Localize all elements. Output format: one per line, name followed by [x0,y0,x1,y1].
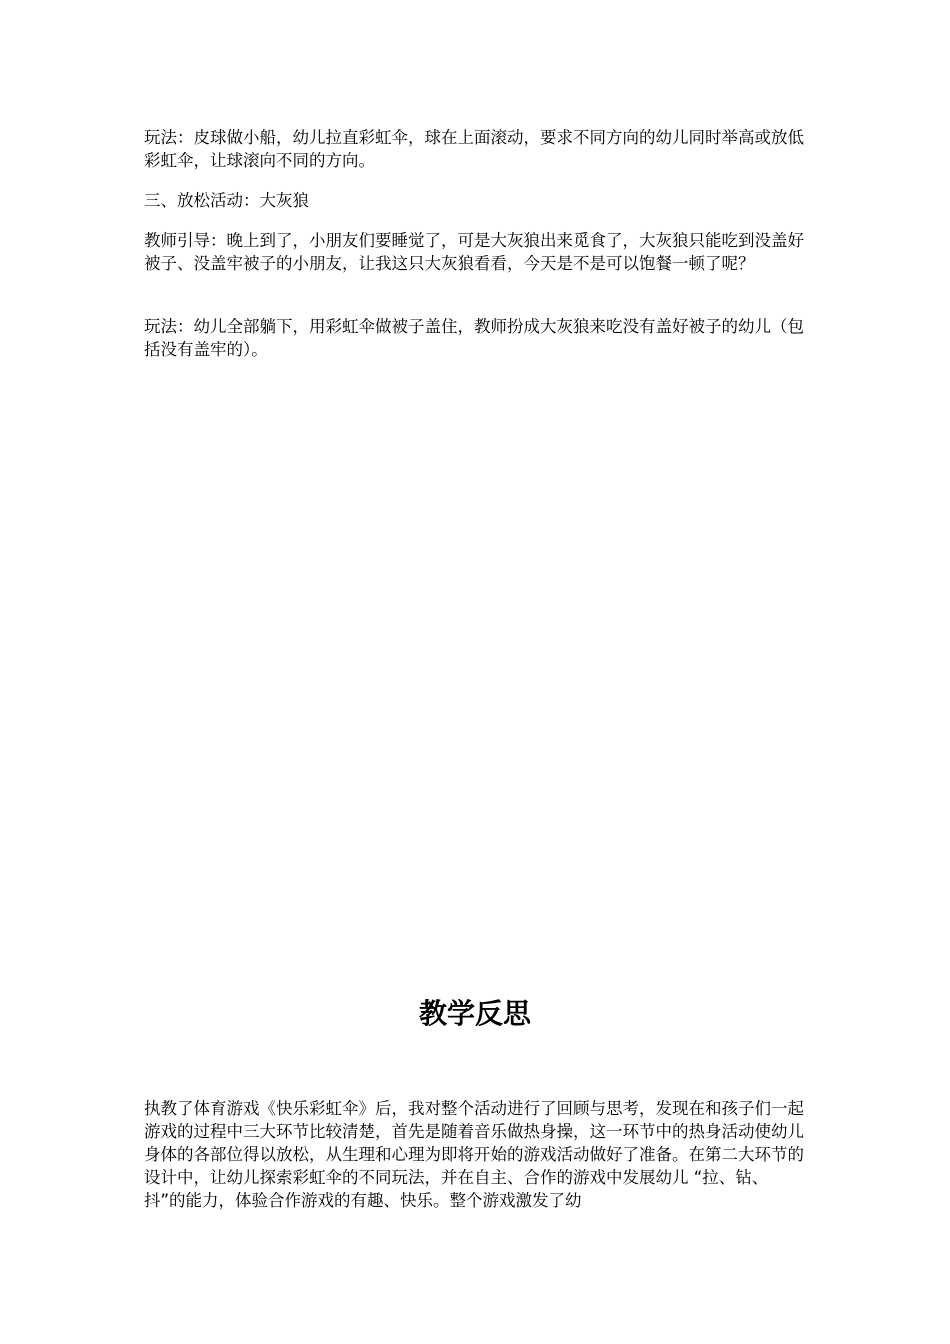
paragraph-play-method-wolf: 玩法：幼儿全部躺下，用彩虹伞做被子盖住，教师扮成大灰狼来吃没有盖好被子的幼儿（包括没有盖牢的）。 [144,317,804,359]
paragraph-reflection-body: 执教了体育游戏《快乐彩虹伞》后，我对整个活动进行了回顾与思考，发现在和孩子们一起游戏的过程中三大环节比较清楚，首先是随着音乐做热身操，这一环节中的热身活动使幼儿身体的各部位得以放松，从生理和心理为即将开始的游戏活动做好了准备。在第二大环节的设计中，让幼儿探索彩虹伞的不同玩法，并在自主、合作的游戏中发展幼儿 “拉、钻、抖”的能力，体验合作游戏的有趣、快乐。整个游戏激发了幼 [144,1099,804,1210]
paragraph-teacher-guidance: 教师引导：晚上到了，小朋友们要睡觉了，可是大灰狼出来觅食了，大灰狼只能吃到没盖好被子、没盖牢被子的小朋友，让我这只大灰狼看看，今天是不是可以饱餐一顿了呢？ [144,231,804,273]
paragraph-play-method-ball: 玩法：皮球做小船，幼儿拉直彩虹伞，球在上面滚动，要求不同方向的幼儿同时举高或放低彩虹伞，让球滚向不同的方向。 [144,128,804,170]
paragraph-relax-activity-heading: 三、放松活动：大灰狼 [144,191,309,210]
section-title-teaching-reflection: 教学反思 [418,997,531,1030]
